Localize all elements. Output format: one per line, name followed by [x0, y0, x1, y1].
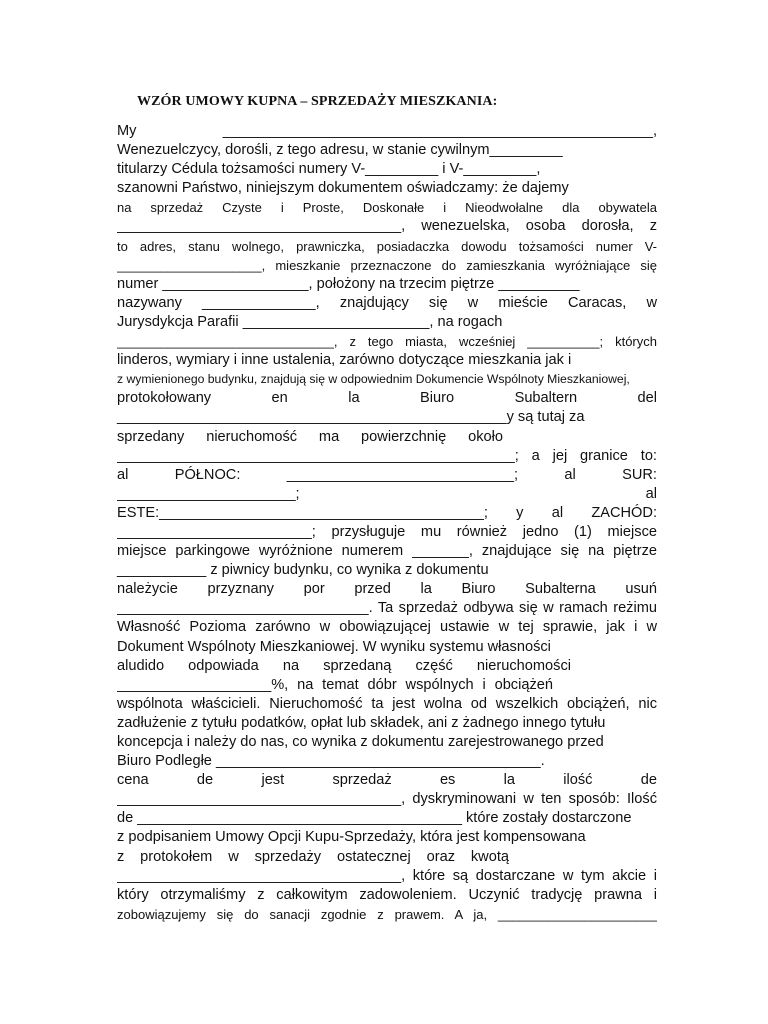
body-line: miejsce parkingowe wyróżnione numerem _______, znajdujące się na piętrze [117, 543, 657, 560]
body-line: który otrzymaliśmy z całkowitym zadowoleniem. Uczynić tradycję prawna i [117, 886, 657, 903]
body-line: ESTE:________________________________________; y al ZACHÓD: [117, 504, 657, 521]
body-line: ______________________________, z tego miasta, wcześniej __________; których [117, 334, 657, 350]
body-line: wspólnota właścicieli. Nieruchomość ta jest wolna od wszelkich obciążeń, nic [117, 695, 657, 712]
body-line: Dokument Wspólnoty Mieszkaniowej. W wyniku systemu własności [117, 638, 551, 655]
document-title: WZÓR UMOWY KUPNA – SPRZEDAŻY MIESZKANIA: [137, 94, 498, 109]
body-line: zadłużenie z tytułu podatków, opłat lub składek, ani z żadnego innego tytułu [117, 714, 606, 731]
body-line: ___________ z piwnicy budynku, co wynika z dokumentu [117, 562, 489, 579]
body-line: ________________________; przysługuje mu również jedno (1) miejsce [117, 523, 657, 540]
body-line: koncepcja i należy do nas, co wynika z dokumentu zarejestrowanego przed [117, 734, 604, 750]
body-line: szanowni Państwo, niniejszym dokumentem oświadczamy: że dajemy [117, 180, 569, 197]
body-line: zobowiązujemy się do sanacji zgodnie z prawem. A ja, ______________________ [117, 906, 657, 922]
body-line: al PÓŁNOC: ____________________________; al SUR: [117, 466, 657, 483]
body-line: ___________________________________, wenezuelska, osoba dorosła, z [117, 218, 657, 235]
body-line: ________________________________________________y są tutaj za [117, 409, 585, 426]
body-line: _________________________________________________; a jej granice to: [117, 447, 657, 464]
body-line: titularzy Cédula tożsamości numery V-_________ i V-_________, [117, 161, 541, 178]
body-line: sprzedany nieruchomość ma powierzchnię około [117, 428, 503, 445]
body-line: ___________________________________, które są dostarczane w tym akcie i [117, 867, 657, 884]
body-line: _______________________________. Ta sprzedaż odbywa się w ramach reżimu [117, 600, 657, 617]
body-line: na sprzedaż Czyste i Proste, Doskonałe i Nieodwołalne dla obywatela [117, 200, 657, 216]
body-line: cena de jest sprzedaż es la ilość de [117, 772, 657, 789]
body-line: Własność Pozioma zarówno w obowiązującej ustawie w tej sprawie, jak i w [117, 619, 657, 636]
body-line: należycie przyznany por przed la Biuro Subalterna usuń [117, 581, 657, 598]
body-line: ___________________%, na temat dóbr wspólnych i obciążeń [117, 676, 553, 693]
body-line: Biuro Podległe ________________________________________. [117, 753, 545, 770]
body-line: Wenezuelczycy, dorośli, z tego adresu, w stanie cywilnym_________ [117, 142, 563, 159]
body-line: ___________________________________, dyskryminowani w ten sposób: Ilość [117, 791, 657, 808]
document-body [117, 122, 657, 924]
body-line: to adres, stanu wolnego, prawniczka, posiadaczka dowodu tożsamości numer V- [117, 238, 657, 254]
body-line: protokołowany en la Biuro Subaltern del [117, 390, 657, 407]
body-line: de ________________________________________ które zostały dostarczone [117, 810, 632, 827]
body-line: nazywany ______________, znajdujący się w mieście Caracas, w [117, 294, 657, 311]
body-line: z podpisaniem Umowy Opcji Kupu-Sprzedaży, która jest kompensowana [117, 829, 586, 846]
body-line: z protokołem w sprzedaży ostatecznej oraz kwotą [117, 848, 509, 865]
body-line: My _____________________________________________________, [117, 123, 657, 139]
body-line: linderos, wymiary i inne ustalenia, zarówno dotyczące mieszkania jak i [117, 352, 572, 369]
body-line: ____________________, mieszkanie przeznaczone do zamieszkania wyróżniające się [117, 257, 657, 273]
body-line: Jurysdykcja Parafii _______________________, na rogach [117, 313, 503, 330]
body-line: aludido odpowiada na sprzedaną część nieruchomości [117, 657, 571, 674]
body-line: numer __________________, położony na trzecim piętrze __________ [117, 275, 580, 292]
body-line: ______________________; al [117, 485, 657, 502]
body-line: z wymienionego budynku, znajdują się w odpowiednim Dokumencie Wspólnoty Mieszkaniowej, [117, 372, 630, 387]
